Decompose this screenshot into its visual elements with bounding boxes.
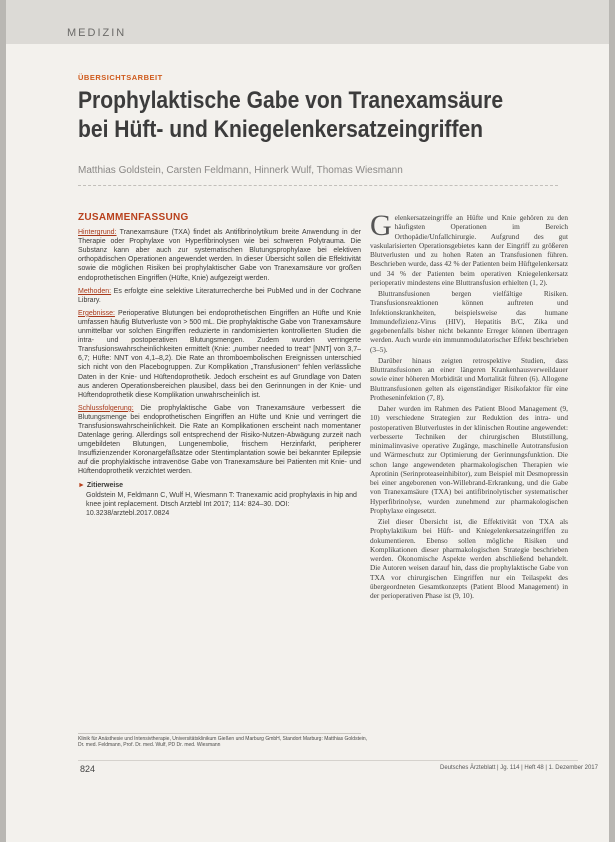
body-paragraph-4: Daher wurden im Rahmen des Patient Blood Management (9, 10) verschiedene Strategien zur Reduktion des intra- und postoperativen Blutverlustes in der klinischen Routine angewendet: verbesserte Techniken der chirurgischen Blutstillung, minimalinvasive operative Zugänge, maschinelle Autotransfusion und Wärmeschutz zur Optimierung der Gerinnungsfunktion. Die schon lange angewendeten pharmakologischen Therapien wie Aprotinin (Serinproteaseinhibitor), zum Beispiel mit Desmopressin bei einer angeborenen von-Willebrand-Erkrankung, und die Gabe von Tranexamsäure (TXA) bei antifibrinolytischer systematischer Hyperfibrinolyse, wurden zunehmend zur pharmakologischen Prophylaxe eingesetzt. <box>370 404 568 515</box>
citation-text: Goldstein M, Feldmann C, Wulf H, Wiesmann T: Tranexamic acid prophylaxis in hip and knee joint replacement. Dtsch Arztebl Int 2017; 114: 824–30. DOI: 10.3238/arztebl.2017.0824 <box>86 491 357 517</box>
page-number: 824 <box>80 764 96 774</box>
abstract-methods <box>78 287 361 305</box>
drop-cap: G <box>370 209 392 242</box>
label-background: Hintergrund: <box>78 229 117 237</box>
label-conclusion: Schlussfolgerung: <box>78 404 134 412</box>
footer-divider <box>78 760 578 761</box>
body-paragraph-2: Bluttransfusionen bergen vielfältige Risiken. Transfusionsreaktionen können auftreten und Infektionskrankheiten, beispielsweise das humane Immundefizienz-Virus (HIV), Hepatitis B/C, Zika und gegebenenfalls bisher nicht bekannte Erreger können übertragen werden. Auch wurde ein immunmodulatorischer Effekt beschrieben (3–5). <box>370 289 568 354</box>
footnote: Klinik für Anästhesie und Intensivtherapie, Universitätsklinikum Gießen und Marburg GmbH, Standort Marburg: Matthias Goldstein, Dr. med. Feldmann, Prof. Dr. med. Wulf, PD Dr. med. Wiesmann <box>78 736 368 749</box>
label-methods: Methoden: <box>78 287 112 295</box>
citation-heading-text: Zitierweise <box>86 481 124 489</box>
body-text <box>370 209 568 602</box>
article-title <box>78 86 508 144</box>
abstract-results <box>78 309 361 400</box>
text-conclusion: Die prophylaktische Gabe von Tranexamsäure verbessert die Blutungsmenge bei endoprothetischen Eingriffen an Hüfte und Knie und verringert die Transfusionswahrscheinlichkeit. Die Rate an Komplikationen erscheint nach momentaner Datenlage gering. Allerdings soll entsprechend der Risiko-Nutzen-Abwägung zurzeit nach umgebildeten Blutungen, Lungenembolie, frischem Herzinfarkt, peripherer Insuffizienzender Koronargefäßsätze oder Stentimplantation sowie bei bekannter Epilepsie auf die prophylaktische intravenöse Gabe von Tranexamsäure bei Patienten mit Knie- und Hüftendoprothetik verzichtet werden. <box>78 404 362 476</box>
abstract-conclusion <box>78 404 361 477</box>
title-line-2: bei Hüft- und Kniegelenkersatzeingriffen <box>78 116 484 143</box>
body-paragraph-3: Darüber hinaus zeigten retrospektive Studien, dass Bluttransfusionen an einer längeren Krankenhausverweildauer sowie einer höheren Morbidität und Mortalität führen (6). Allogene Bluttransfusionen gelten als eigenständiger Risikofaktor für eine Protheseninfektion (7, 8). <box>370 355 568 402</box>
body-paragraph-1 <box>370 209 568 287</box>
abstract-background <box>78 228 361 283</box>
title-divider <box>78 185 558 186</box>
title-line-1: Prophylaktische Gabe von Tranexamsäure <box>78 87 504 114</box>
body-paragraph-5: Ziel dieser Übersicht ist, die Effektivität von TXA als Prophylaktikum bei Hüft- und Kniegelenkersatzeingriffen zu dokumentieren. Ebenso sollen mögliche Risiken und Komplikationen dieser pharmakologischen Strategie beschrieben werden. Ökonomische Aspekte werden abschließend behandelt. Die Autoren weisen darauf hin, dass die prophylaktische Gabe von TXA vor chirurgischen Eingriffen nur ein Teilaspekt des übergeordneten Gesamtkonzepts (Patient Blood Management) in der perioperativen Phase ist (9, 10). <box>370 517 568 600</box>
footnote-divider <box>78 733 361 734</box>
abstract-heading: ZUSAMMENFASSUNG <box>78 212 189 223</box>
abstract <box>78 213 361 518</box>
text-methods: Es erfolgte eine selektive Literaturrecherche bei PubMed und in der Cochrane Library. <box>78 287 361 304</box>
text-results: Perioperative Blutungen bei endoprothetischen Eingriffen an Hüfte und Knie umfassen häufig Blutverluste von > 500 mL. Die prophylaktische Gabe von Tranexamsäure unmittelbar vor solchen Eingriffen reduzierte in randomisierten kontrollierten Studien die intra- und postoperativen Blutungsmengen. Zudem wurden verringerte Transfusionswahrscheinlichkeiten ermittelt (Knie: „number needed to treat“ [NNT] von 3,7–6,7; Hüfte: NNT von 4,1–8,2). Die Rate an thromboembolischen Ereignissen unterschied sich nicht von den Placebogruppen. Zur Komplikation „Transfusionen“ fehlen verlässliche Daten in der Knie- und Hüftendoprothetik. Jedoch erscheint es auf Grundlage von Daten aus anderen Operationsbereichen plausibel, dass bei den Gerinnungen in der Knie- und Hüftendoprothetik diese Komplikation unwahrscheinlich ist. <box>78 309 361 399</box>
triangle-right-icon: ► <box>78 481 85 489</box>
article-type: ÜBERSICHTSARBEIT <box>78 73 163 82</box>
label-results: Ergebnisse: <box>78 309 115 317</box>
section-label: MEDIZIN <box>67 27 127 39</box>
text-background: Tranexamsäure (TXA) findet als Antifibrinolytikum breite Anwendung in der Therapie oder Prophylaxe von Hyperfibrinolysen wie bei schweren Polytrauma. Die Substanz kann aber auch zur systematischen Blutungsprophylaxe bei elektiven orthopädischen Operationen angewendet werden. In dieser Übersicht sollen die Effektivität sowie die möglichen Risiken bei prophylaktischer Gabe von Tranexamsäure vor großen endoprothetischen Eingriffen (Hüfte, Knie) aufgezeigt werden. <box>78 229 361 282</box>
citation-heading <box>78 481 361 490</box>
author-list: Matthias Goldstein, Carsten Feldmann, Hinnerk Wulf, Thomas Wiesmann <box>78 165 403 176</box>
body-paragraph-1-text: elenkersatzeingriffe an Hüfte und Knie gehören zu den häufigsten Operationen im Bereich Orthopädie/Unfallchirurgie. Aufgrund des gut vaskularisierten Operationsgebietes kann der Eingriff zu größeren Blutverlusten und zu hohen Raten an Transfusionen führen. Beschrieben wurde, dass 42 % der Patienten beim Hüftgelenkersatz und 34 % der Patienten beim operativen Kniegelenkersatz perioperativ mindestens eine Bluttransfusion erhielten (1, 2). <box>370 213 568 287</box>
journal-citation: Deutsches Ärzteblatt | Jg. 114 | Heft 48 | 1. Dezember 2017 <box>440 765 598 771</box>
